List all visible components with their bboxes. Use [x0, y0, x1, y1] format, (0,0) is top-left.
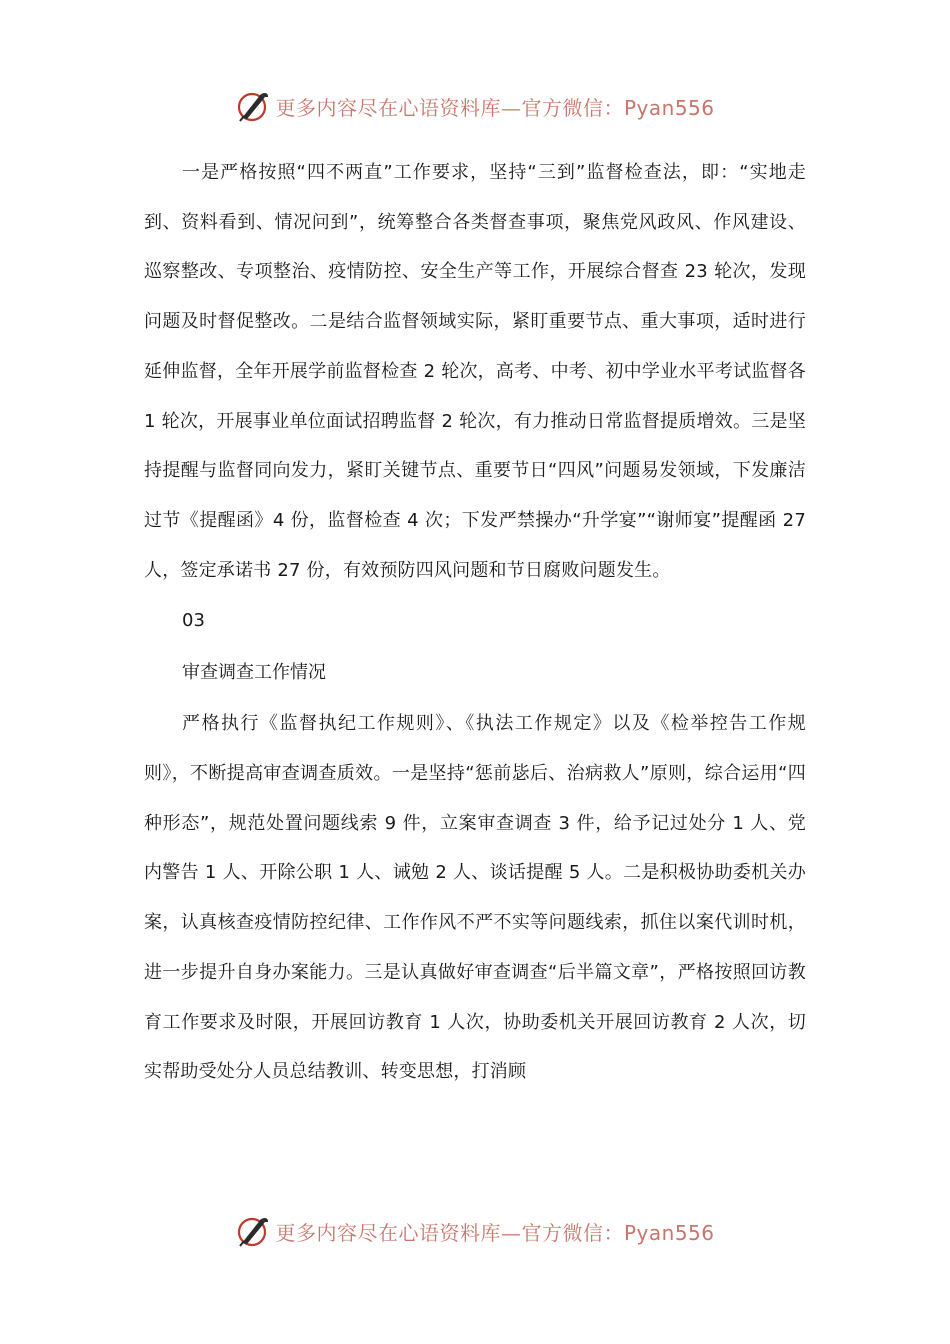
quill-logo-icon: [235, 88, 271, 124]
paragraph-supervision: 一是严格按照“四不两直”工作要求，坚持“三到”监督检查法，即：“实地走到、资料看到、情况问到”，统筹整合各类督查事项，聚焦党风政风、作风建设、巡察整改、专项整治、疫情防控、安全生产等工作，开展综合督查 23 轮次，发现问题及时督促整改。二是结合监督领域实际，紧盯重要节点、重大事项，适时进行延伸监督，全年开展学前监督检查 2 轮次，高考、中考、初中学业水平考试监督各 1 轮次，开展事业单位面试招聘监督 2 轮次，有力推动日常监督提质增效。三是坚持提醒与监督同向发力，紧盯关键节点、重要节日“四风”问题易发领域，下发廉洁过节《提醒函》4 份，监督检查 4 次；下发严禁操办“升学宴”“谢师宴”提醒函 27 人，签定承诺书 27 份，有效预防四风问题和节日腐败问题发生。: [144, 162, 806, 581]
header-banner-id: Pyan556: [623, 95, 715, 120]
footer-banner-wechat: 官方微信：: [521, 1220, 624, 1245]
header-banner-main: 更多内容尽在心语资料库: [275, 95, 501, 120]
header-banner-text: [275, 92, 714, 121]
quill-logo-icon: [235, 1213, 271, 1249]
footer-banner-main: 更多内容尽在心语资料库: [275, 1220, 501, 1245]
document-body: [144, 148, 806, 1097]
footer-banner-text: [275, 1217, 714, 1246]
footer-banner: [0, 1211, 950, 1251]
section-title: 审查调查工作情况: [182, 662, 326, 684]
footer-banner-sep: —: [500, 1220, 522, 1245]
header-banner-sep: —: [500, 95, 522, 120]
footer-banner-id: Pyan556: [623, 1220, 715, 1245]
header-banner: [0, 86, 950, 126]
header-banner-wechat: 官方微信：: [521, 95, 624, 120]
paragraph-investigation: 严格执行《监督执纪工作规则》、《执法工作规定》以及《检举控告工作规则》，不断提高审查调查质效。一是坚持“惩前毖后、治病救人”原则，综合运用“四种形态”，规范处置问题线索 9 件，立案审查调查 3 件，给予记过处分 1 人、党内警告 1 人、开除公职 1 人、诫勉 2 人、谈话提醒 5 人。二是积极协助委机关办案，认真核查疫情防控纪律、工作作风不严不实等问题线索，抓住以案代训时机，进一步提升自身办案能力。三是认真做好审查调查“后半篇文章”，严格按照回访教育工作要求及时限，开展回访教育 1 人次，协助委机关开展回访教育 2 人次，切实帮助受处分人员总结教训、转变思想，打消顾: [144, 713, 806, 1083]
section-number: 03: [182, 610, 205, 632]
